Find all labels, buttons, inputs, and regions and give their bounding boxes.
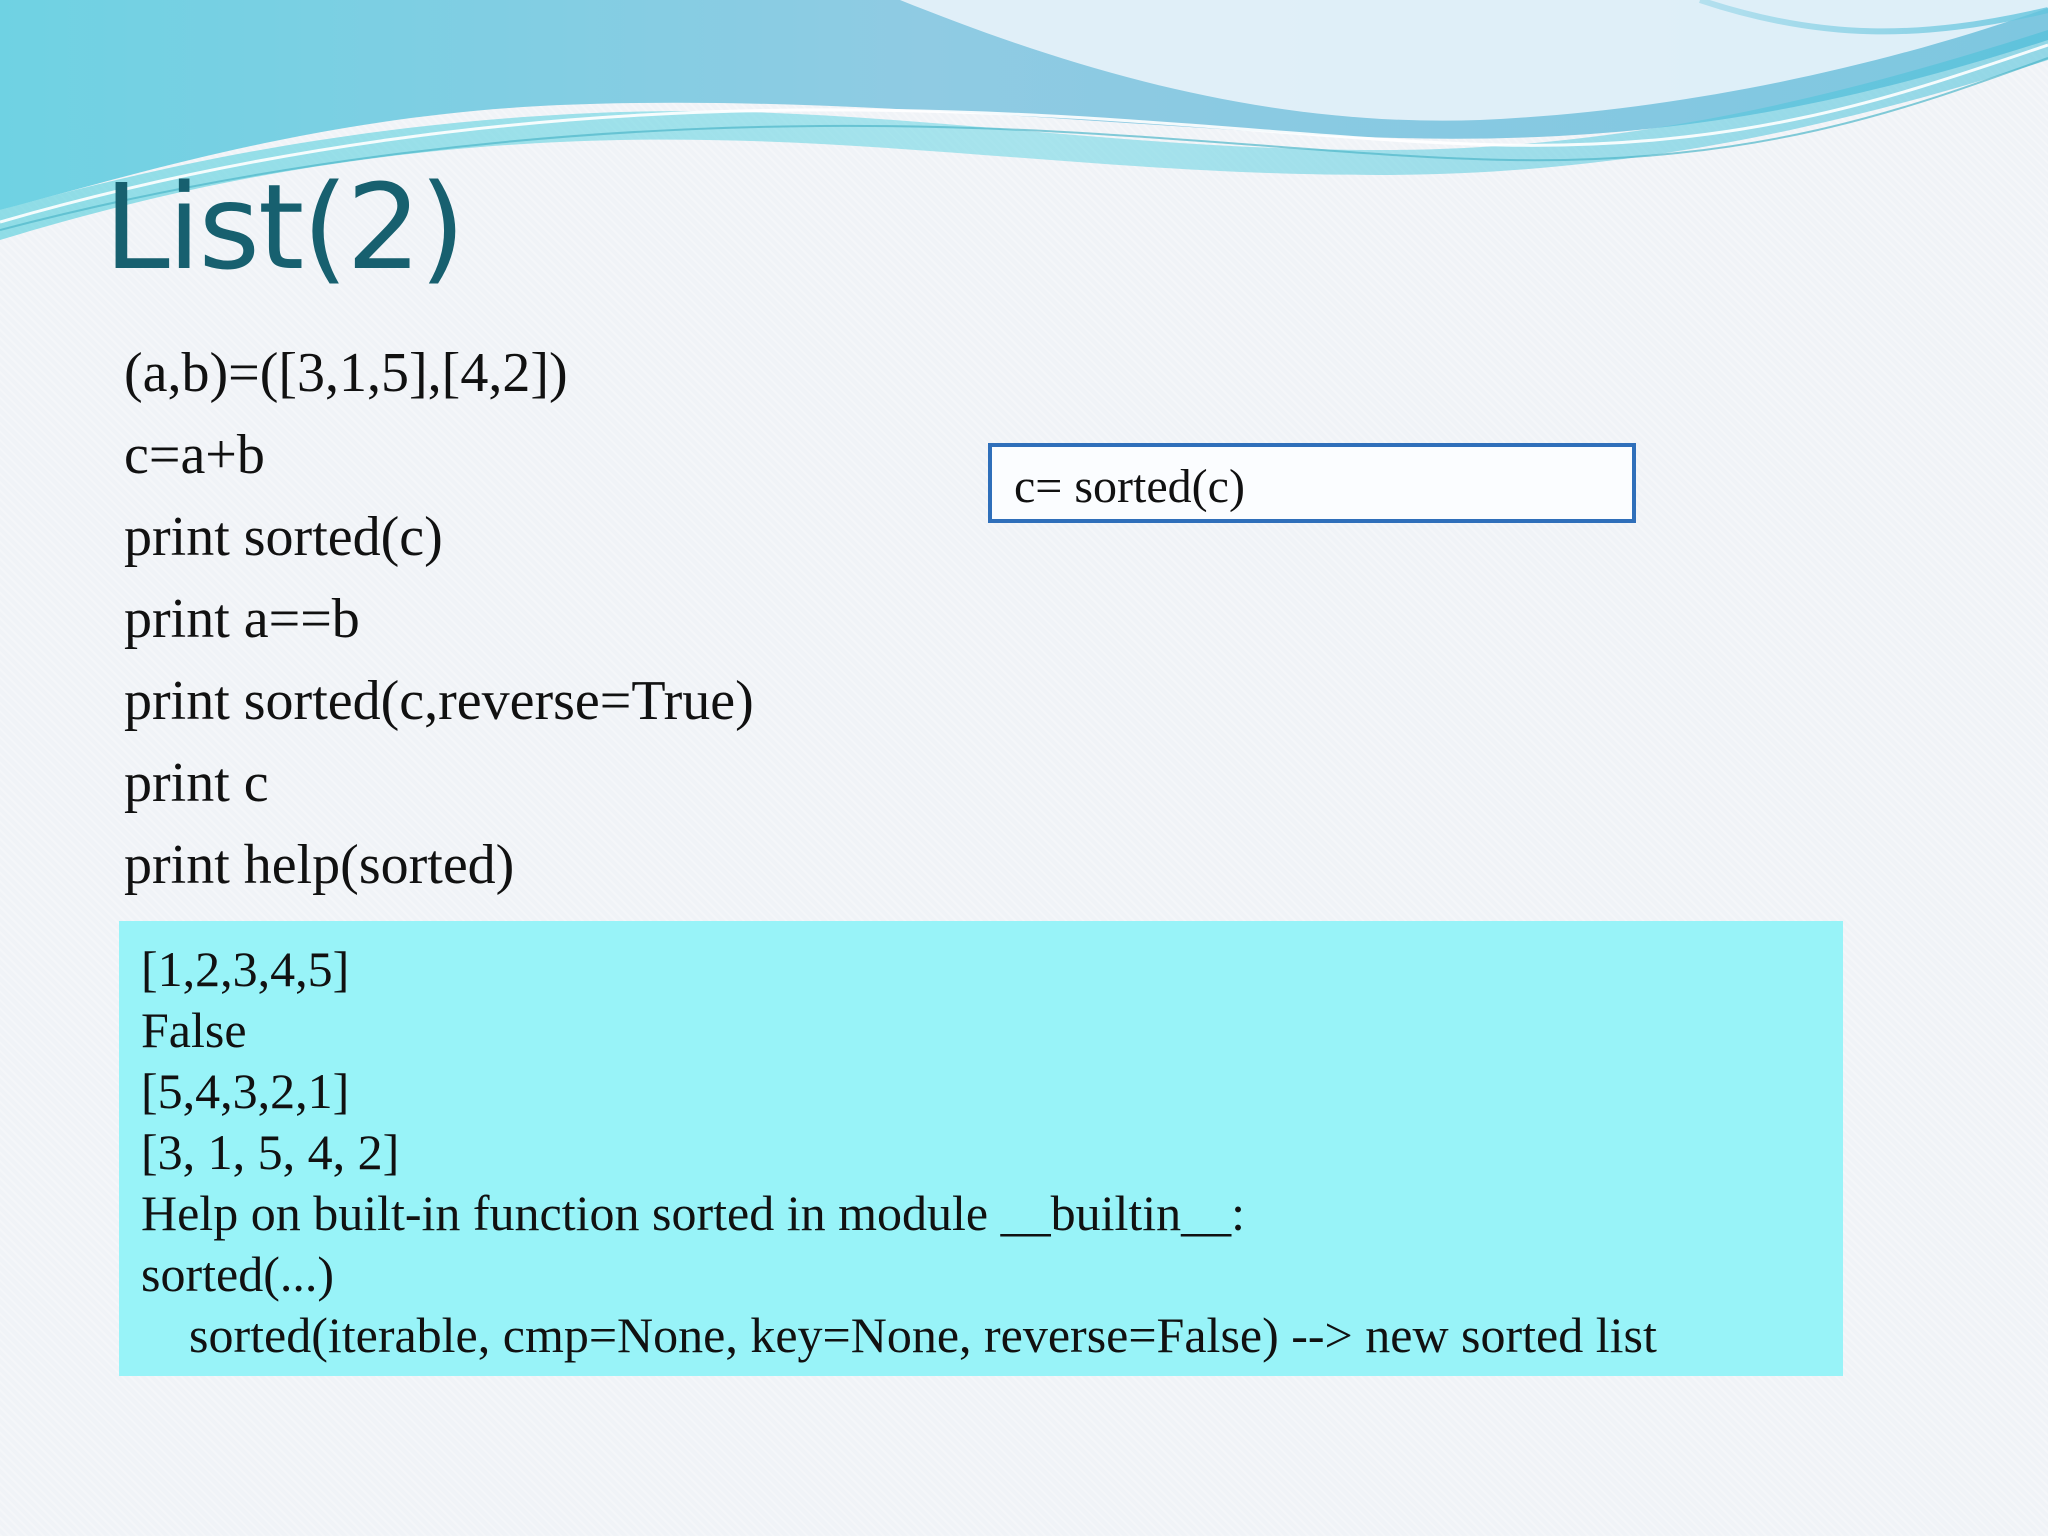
output-line: sorted(...) — [141, 1246, 334, 1302]
code-line: print c — [124, 752, 269, 814]
note-box — [988, 443, 1636, 523]
output-line: [5,4,3,2,1] — [141, 1063, 350, 1119]
output-line: sorted(iterable, cmp=None, key=None, reverse=False) --> new sorted list — [189, 1307, 1657, 1363]
output-list — [141, 939, 1657, 1366]
output-line: [1,2,3,4,5] — [141, 941, 350, 997]
output-line: [3, 1, 5, 4, 2] — [141, 1124, 400, 1180]
code-line: c=a+b — [124, 424, 265, 486]
code-line: print sorted(c) — [124, 506, 443, 568]
code-line: (a,b)=([3,1,5],[4,2]) — [124, 342, 568, 404]
code-line: print a==b — [124, 588, 360, 650]
code-line: print help(sorted) — [124, 834, 515, 896]
output-panel — [119, 921, 1843, 1376]
code-list — [124, 332, 754, 906]
slide-title: List(2) — [104, 158, 464, 296]
output-line: False — [141, 1002, 247, 1058]
code-line: print sorted(c,reverse=True) — [124, 670, 754, 732]
output-line: Help on built-in function sorted in module __builtin__: — [141, 1185, 1246, 1241]
note-text: c= sorted(c) — [1014, 460, 1245, 513]
